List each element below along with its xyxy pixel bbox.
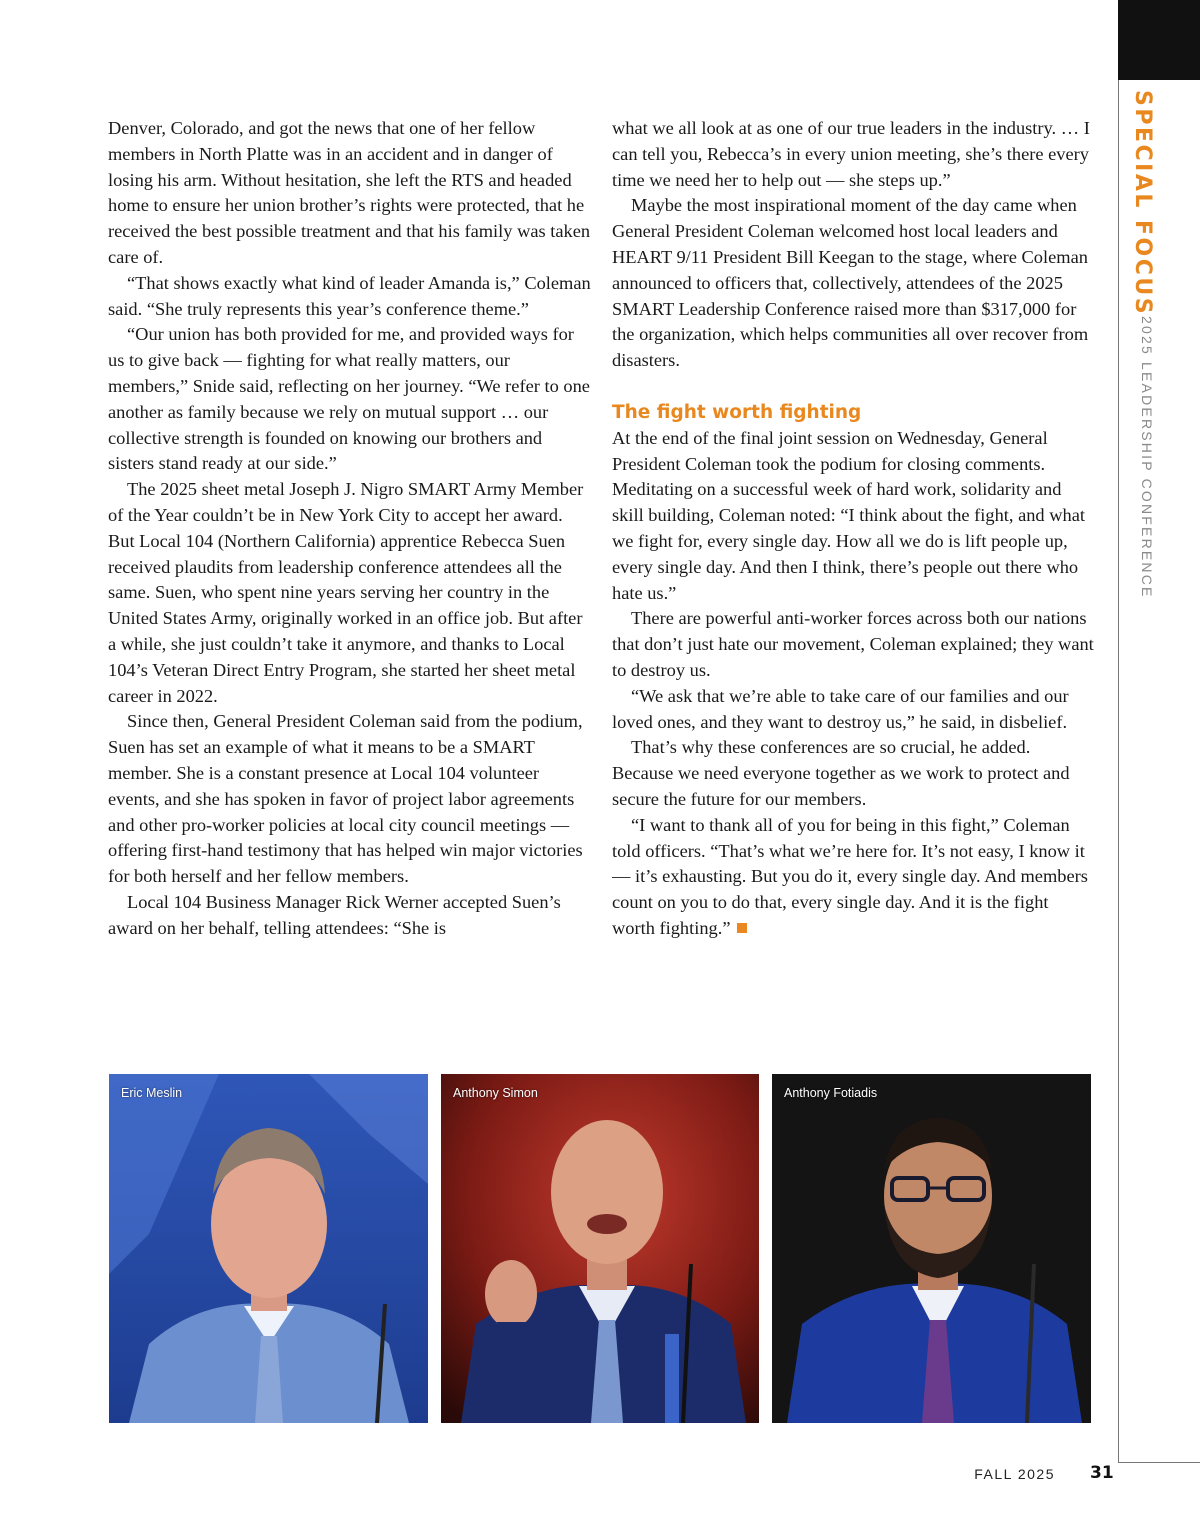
paragraph: Local 104 Business Manager Rick Werner accepted Suen’s award on her behalf, telling attendees: “She is [108,891,561,938]
section-title: SPECIAL FOCUS [1130,90,1155,317]
paragraph: “That shows exactly what kind of leader Amanda is,” Coleman said. “She truly represents this year’s conference theme.” [108,272,591,319]
page-number: 31 [1090,1463,1114,1483]
paragraph: Maybe the most inspirational moment of the day came when General President Coleman welcomed host local leaders and HEART 9/11 President Bill Keegan to the stage, where Coleman announced to officers that, collectively, attendees of the 2025 SMART Leadership Conference raised more than $317,000 for the organization, which helps communities all over recover from disasters. [612,195,1089,371]
portrait-image [772,1074,1091,1423]
footer-rule [1118,1462,1200,1463]
side-rule [1118,80,1119,1462]
paragraph: “Our union has both provided for me, and provided ways for us to give back — fighting for what really matters, our members,” Snide said, reflecting on her journey. “We refer to one another as family because we rely on mutual support … our collective strength is founded on knowing our brothers and sisters stand ready at our side.” [108,324,590,474]
paragraph: There are powerful anti-worker forces across both our nations that don’t just hate our movement, Coleman explained; they want to destroy us. [612,608,1094,680]
paragraph: what we all look at as one of our true leaders in the industry. … I can tell you, Rebecca’s in every union meeting, she’s there every time we need her to help out — she steps up.” [612,118,1090,190]
portrait-image [441,1074,759,1423]
right-column [612,116,1096,942]
paragraph: At the end of the final joint session on Wednesday, General President Coleman took the podium for closing comments. Meditating on a successful week of hard work, solidarity and skill building, Coleman noted: “I think about the fight, and what we fight for, every single day. How all we do is lift people up, every single day. And then I think, there’s people out there who hate us.” [612,427,1085,603]
corner-block [1118,0,1200,80]
paragraph: Denver, Colorado, and got the news that one of her fellow members in North Platte was in an accident and in danger of losing his arm. Without hesitation, she left the RTS and headed home to ensure her union brother’s rights were protected, that he received the best possible treatment and that his family was taken care of. [108,118,591,267]
paragraph-text: “I want to thank all of you for being in this fight,” Coleman told officers. “That’s what we’re here for. It’s not easy, I know it — it’s exhausting. But you do it, every single day. And members count on you to do that, every single day. And it is the fight worth fighting.” [612,814,1088,938]
paragraph: That’s why these conferences are so crucial, he added. Because we need everyone together as we work to protect and secure the future for our members. [612,737,1070,809]
section-heading: The fight worth fighting [612,401,862,423]
portrait-image [109,1074,428,1423]
paragraph-last [612,813,1096,942]
photo-eric-meslin [109,1074,428,1423]
section-subtitle: 2025 LEADERSHIP CONFERENCE [1139,316,1155,599]
paragraph: Since then, General President Coleman said from the podium, Suen has set an example of what it means to be a SMART member. She is a constant presence at Local 104 volunteer events, and she has spoken in favor of project labor agreements and other pro-worker policies at local city council meetings — offering first-hand testimony that has helped win major victories for both herself and her fellow members. [108,711,583,887]
photo-anthony-fotiadis [772,1074,1091,1423]
photo-credit: Eric Meslin [121,1086,183,1100]
issue-label: FALL 2025 [974,1466,1055,1482]
left-column [108,116,592,942]
photo-credit: Anthony Fotiadis [784,1086,878,1100]
end-mark-icon [737,923,747,933]
photo-anthony-simon [441,1074,759,1423]
photo-credit: Anthony Simon [453,1086,538,1100]
paragraph: The 2025 sheet metal Joseph J. Nigro SMART Army Member of the Year couldn’t be in New York City to accept her award. But Local 104 (Northern California) apprentice Rebecca Suen received plaudits from leadership conference attendees all the same. Suen, who spent nine years serving her country in the United States Army, originally worked in an office job. But after a while, she just couldn’t take it anymore, and thanks to Local 104’s Veteran Direct Entry Program, she started her sheet metal career in 2022. [108,479,584,706]
paragraph: “We ask that we’re able to take care of our families and our loved ones, and they want to destroy us,” he said, in disbelief. [612,685,1069,732]
section-label [1130,90,1155,599]
